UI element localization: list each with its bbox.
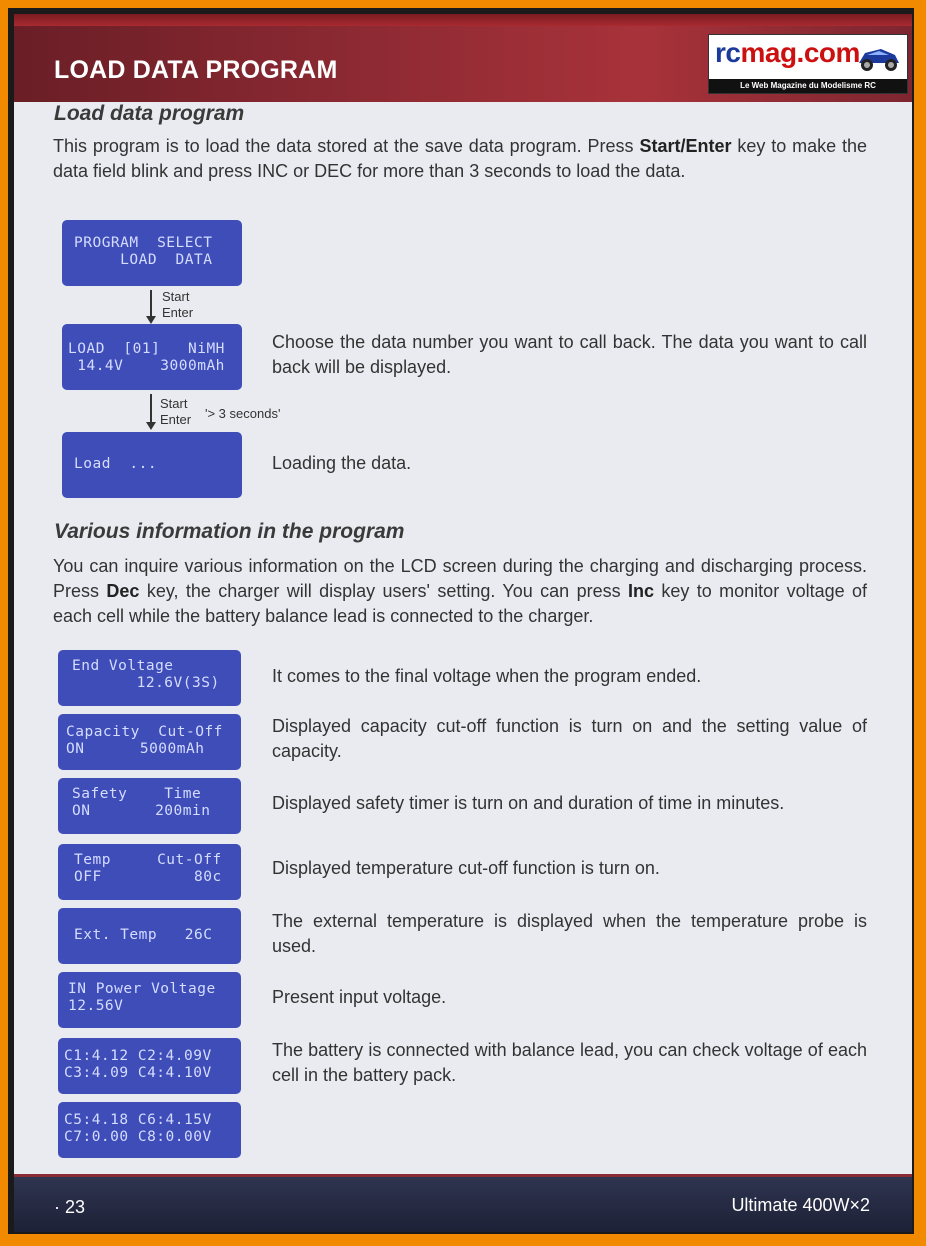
desc-input-voltage: Present input voltage.	[272, 987, 447, 1007]
desc-capacity-cutoff: Displayed capacity cut-off function is turn on and the setting value of capacity.	[272, 716, 867, 761]
manual-page	[14, 14, 912, 1232]
lcd-loading: Load ...	[62, 432, 242, 498]
arrow-2-note: '> 3 seconds'	[205, 406, 281, 421]
lcd-cells-5-8: C5:4.18 C6:4.15V C7:0.00 C8:0.00V	[58, 1102, 241, 1158]
lcd-safety-time: Safety Time ON 200min	[58, 778, 241, 834]
lcd-input-voltage: IN Power Voltage 12.56V	[58, 972, 241, 1028]
desc-end-voltage: It comes to the final voltage when the program ended.	[272, 666, 702, 686]
desc-temp-cutoff: Displayed temperature cut-off function is turn on.	[272, 858, 660, 878]
product-name: Ultimate 400W×2	[731, 1195, 870, 1215]
section-intro-load-data: This program is to load the data stored at the save data program. Press Start/Enter key to make the data field blink and press INC or DEC for more than 3 seconds to load the data.	[53, 136, 867, 181]
arrow-1-label: Start Enter	[162, 289, 194, 320]
page-title: LOAD DATA PROGRAM	[54, 56, 338, 84]
desc-ext-temp: The external temperature is displayed when the temperature probe is used.	[272, 911, 867, 956]
lcd-ext-temp: Ext. Temp 26C	[58, 908, 241, 964]
logo-subtitle: Le Web Magazine du Modelisme RC	[709, 79, 907, 93]
page-number: · 23	[54, 1197, 86, 1217]
lcd-temp-cutoff: Temp Cut-Off OFF 80c	[58, 844, 241, 900]
section-intro-various-info: You can inquire various information on the LCD screen during the charging and discharging process. Press Dec key, the charger will display users' setting. You can press Inc key to monitor voltage of each cell while the battery balance lead is connected to the charger.	[53, 556, 868, 626]
flow-arrowhead-1	[146, 316, 156, 324]
rcmag-logo[interactable]	[708, 34, 908, 94]
page-footer	[14, 1174, 912, 1232]
desc-load-data-number: Choose the data number you want to call back. The data you want to call back will be displayed.	[272, 332, 867, 377]
rc-car-icon	[855, 41, 901, 73]
lcd-cells-1-4: C1:4.12 C2:4.09V C3:4.09 C4:4.10V	[58, 1038, 241, 1094]
lcd-load-data-number: LOAD [01] NiMH 14.4V 3000mAh	[62, 324, 242, 390]
desc-safety-time: Displayed safety timer is turn on and duration of time in minutes.	[272, 793, 785, 813]
desc-loading: Loading the data.	[272, 453, 412, 473]
section-title-various-info: Various information in the program	[54, 520, 405, 543]
section-title-load-data: Load data program	[54, 102, 245, 125]
lcd-program-select: PROGRAM SELECT LOAD DATA	[62, 220, 242, 286]
top-band	[14, 14, 912, 26]
desc-cell-voltages: The battery is connected with balance lead, you can check voltage of each cell in the battery pack.	[272, 1040, 867, 1085]
lcd-capacity-cutoff: Capacity Cut-Off ON 5000mAh	[58, 714, 241, 770]
lcd-end-voltage: End Voltage 12.6V(3S)	[58, 650, 241, 706]
flow-arrowhead-2	[146, 422, 156, 430]
page-header	[14, 26, 912, 102]
logo-text: rcmag.com	[715, 37, 860, 68]
arrow-2-label: Start Enter	[160, 396, 192, 427]
